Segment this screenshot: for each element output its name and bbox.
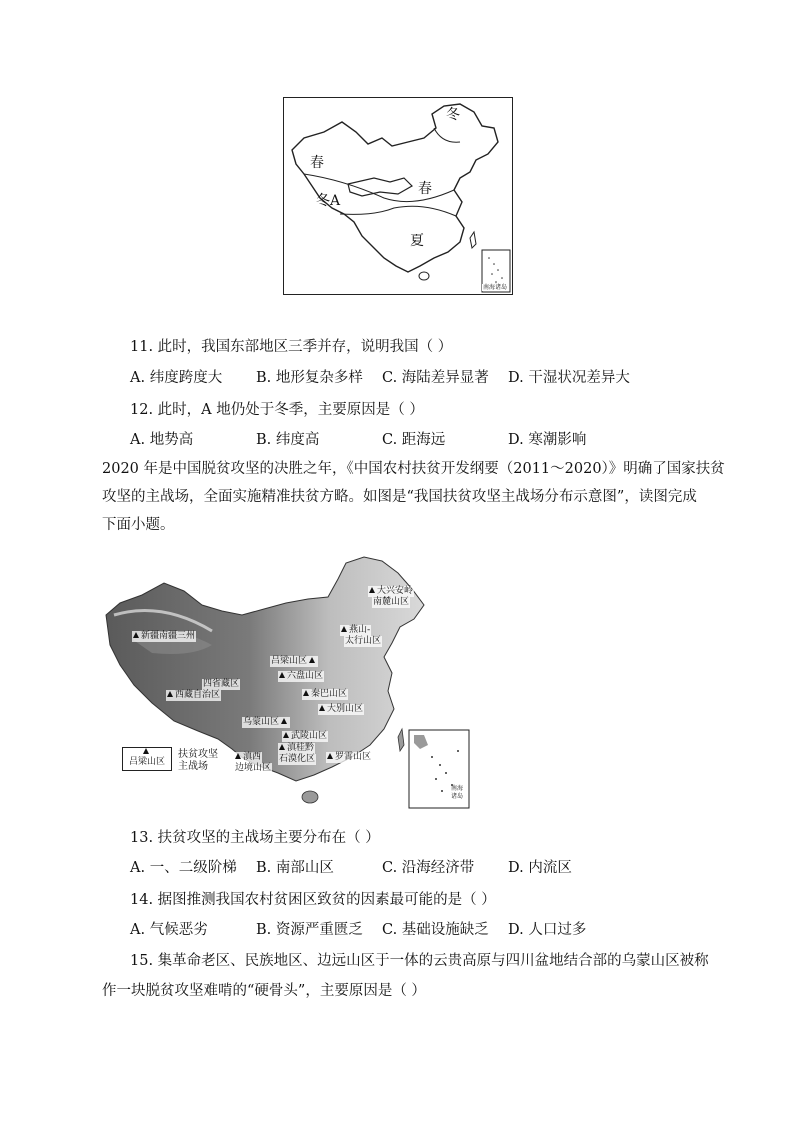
passage-line: 下面小题。 — [102, 517, 175, 533]
question-15-line: 作一块脱贫攻坚难啃的“硬骨头”，主要原因是（ ） — [102, 983, 426, 999]
region-sszq: 四省藏区 — [203, 679, 240, 689]
region-xizang: 西藏自治区 — [166, 690, 221, 701]
option-a: A. 地势高 — [130, 432, 194, 448]
triangle-icon — [281, 718, 287, 724]
option-a: A. 气候恶劣 — [130, 922, 208, 938]
china-border — [292, 104, 498, 272]
question-15 — [102, 946, 710, 1006]
triangle-icon — [283, 732, 289, 738]
legend-text-line-2: 主战场 — [178, 761, 208, 772]
option-b: B. 地形复杂多样 — [256, 370, 363, 386]
triangle-icon — [235, 753, 241, 759]
region-dabie: 大别山区 — [318, 704, 364, 715]
triangle-icon — [369, 587, 375, 593]
region-dianxi: 滇西 — [234, 752, 262, 763]
region-qinba: 秦巴山区 — [302, 689, 348, 700]
seasons-map — [283, 97, 513, 295]
triangle-icon — [319, 705, 325, 711]
label-spring-west: 春 — [310, 155, 324, 171]
triangle-icon — [341, 626, 347, 632]
option-c: C. 沿海经济带 — [382, 860, 475, 876]
region-dxal: 大兴安岭 — [368, 586, 414, 597]
triangle-icon — [309, 657, 315, 663]
legend-symbol-box — [122, 747, 172, 771]
option-a: A. 一、二级阶梯 — [130, 860, 237, 876]
region-xinjiang: 新疆南疆三州 — [132, 631, 196, 642]
legend-text-line-1: 扶贫攻坚 — [178, 749, 218, 760]
label-summer: 夏 — [410, 233, 424, 249]
legend-text — [178, 749, 218, 773]
option-b: B. 南部山区 — [256, 860, 334, 876]
region-ysth: 燕山- — [340, 625, 371, 636]
triangle-icon — [303, 690, 309, 696]
taiwan-island — [398, 729, 404, 751]
triangle-icon — [279, 672, 285, 678]
region-wumeng: 乌蒙山区 — [242, 717, 290, 728]
question-13: 13. 扶贫攻坚的主战场主要分布在（ ） — [130, 830, 380, 846]
region-dgq-2: 石漠化区 — [279, 754, 316, 764]
inset-caption: 南海诸岛 — [483, 284, 508, 291]
region-lvliang: 吕梁山区 — [270, 656, 318, 667]
option-c: C. 海陆差异显著 — [382, 370, 489, 386]
option-d: D. 干湿状况差异大 — [508, 370, 630, 386]
inset-caption-line-1: 南海 — [451, 785, 464, 792]
option-b: B. 纬度高 — [256, 432, 320, 448]
option-b: B. 资源严重匮乏 — [256, 922, 363, 938]
passage-line: 2020 年是中国脱贫攻坚的决胜之年，《中国农村扶贫开发纲要（2011～2020）》明确了国家扶贫 — [102, 461, 725, 477]
triangle-icon — [133, 632, 139, 638]
inset-caption-line-2: 诸岛 — [451, 793, 464, 800]
question-12: 12. 此时，A 地仍处于冬季，主要原因是（ ） — [130, 402, 424, 418]
triangle-icon — [279, 744, 285, 750]
poverty-areas-map — [102, 553, 472, 809]
passage-line: 攻坚的主战场，全面实施精准扶贫方略。如图是“我国扶贫攻坚主战场分布示意图”，读图完成 — [102, 489, 697, 505]
region-ysth-2: 太行山区 — [345, 636, 382, 646]
triangle-icon — [327, 753, 333, 759]
region-dianxi-2: 边境山区 — [235, 763, 272, 773]
option-d: D. 人口过多 — [508, 922, 587, 938]
question-14: 14. 据图推测我国农村贫困区致贫的因素最可能的是（ ） — [130, 892, 496, 908]
region-wuling: 武陵山区 — [282, 731, 328, 742]
inset-caption — [451, 785, 463, 801]
region-dgq: 滇桂黔 — [278, 743, 315, 754]
legend-symbol-label: 吕梁山区 — [128, 757, 165, 767]
region-luoxiao: 罗霄山区 — [326, 752, 372, 763]
triangle-icon — [167, 691, 173, 697]
passage — [102, 455, 725, 539]
taiwan-island — [470, 232, 476, 248]
label-winter-northeast: 冬 — [446, 107, 460, 123]
option-d: D. 内流区 — [508, 860, 572, 876]
question-15-line: 15. 集革命老区、民族地区、边远山区于一体的云贵高原与四川盆地结合部的乌蒙山区被称 — [130, 953, 709, 969]
hainan-island — [419, 272, 429, 280]
label-spring-east: 春 — [418, 181, 432, 197]
region-liupan: 六盘山区 — [278, 671, 324, 682]
triangle-icon — [143, 748, 149, 754]
option-c: C. 基础设施缺乏 — [382, 922, 489, 938]
question-11: 11. 此时，我国东部地区三季并存，说明我国（ ） — [130, 339, 453, 355]
region-dxal-2: 南麓山区 — [373, 597, 410, 607]
option-d: D. 寒潮影响 — [508, 432, 587, 448]
option-a: A. 纬度跨度大 — [130, 370, 223, 386]
hainan-island — [302, 791, 318, 803]
option-c: C. 距海远 — [382, 432, 446, 448]
label-winter-a: 冬A — [316, 193, 341, 209]
